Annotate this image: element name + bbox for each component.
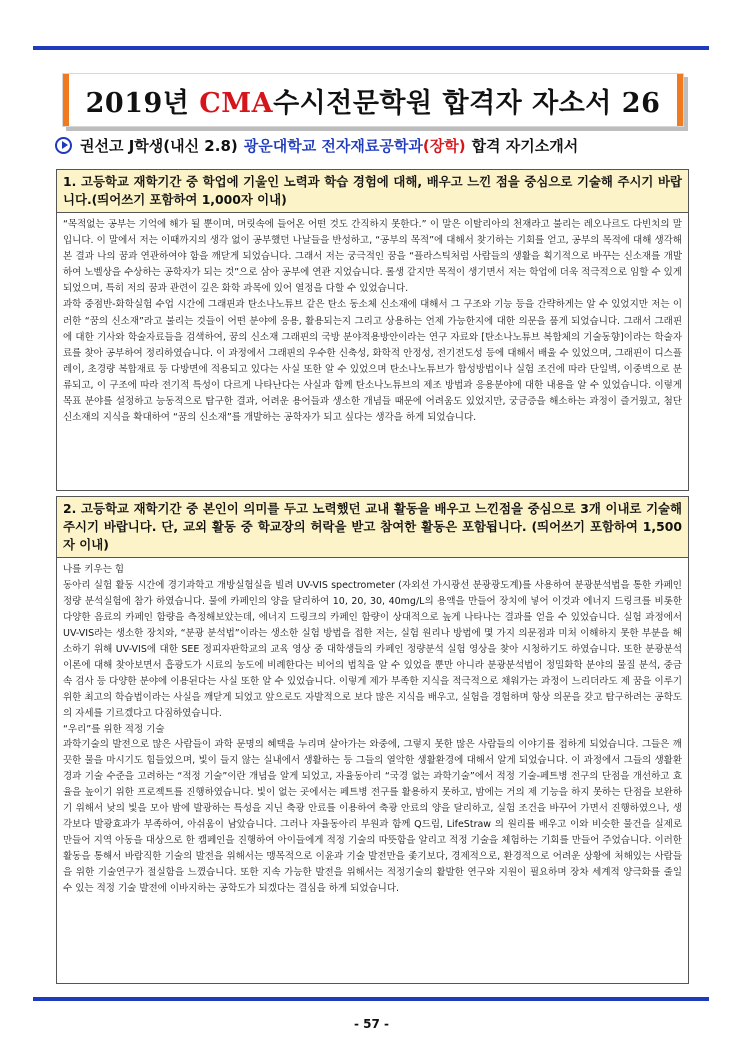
subtitle-school: 광운대학교 전자재료공학과 [243, 136, 423, 155]
answer-2-subheading: 나를 키우는 힘 [63, 564, 125, 575]
answer-2-paragraph: 동아리 실험 활동 시간에 경기과학고 개방실험실을 빌려 UV-VIS spectrometer (자외선 가시광선 분광광도계)를 사용하여 분광분석법을 통한 카페인 정량 분석실험에 참가 하였습니다. 물에 카페인의 양을 달리하여 10, 20, 30, 40mg/L의 용액을 만들어 장치에 넣어 이것과 에너지 드링크를 비롯한 다양한 음료의 카페인 함량을 측정해보았는데, 에너지 드링크의 카페인 함량이 상대적으로 높게 나타나는 결과를 얻을 수 있었습니다. 실험 과정에서 UV-VIS라는 생소한 장치와, “분광 분석법”이라는 생소한 실험 방법을 접한 저는, 실험 원리나 방법에 몇 가지 의문점과 미처 이해하지 못한 부분을 해소하기 위해 UV-VIS에 대한 SEE 정피자판학교의 교육 영상 중 대학생들의 카페인 정량분석 실험 영상을 찾아 시청하기도 하였습니다. 또한 분광분석 이론에 대해 찾아보면서 흡광도가 시료의 농도에 비례한다는 비어의 법칙을 알 수 있었을 뿐만 아니라 분광분석법이 정밀화학 분야의 물질 분석, 중금속 검사 등 다양한 분야에 이용된다는 사실 또한 알 수 있었습니다. 이렇게 제가 부족한 지식을 적극적으로 채워가는 과정이 느리더라도 제 꿈을 이루기 위한 최고의 학습법이라는 사실을 깨닫게 되었고 앞으로도 자발적으로 보다 많은 지식을 배우고, 실험을 경험하며 항상 의문을 갖고 탐구하려는 공학도의 자세를 기르겠다고 다짐하였습니다. [63, 579, 682, 719]
answer-1-paragraph: “목적없는 공부는 기억에 해가 될 뿐이며, 머릿속에 들어온 어떤 것도 간직하지 못한다.” 이 말은 이탈리아의 천재라고 불리는 레오나르도 다빈치의 말입니다. 이 말에서 저는 이때까지의 생각 없이 공부했던 나날들을 반성하고, “공부의 목적”에 대해서 찾기하는 기회를 얻고, 공부의 목적에 대해 생각해본 결과 나의 꿈과 연관하여야 함을 깨닫게 되었습니다. 그래서 저는 궁극적인 꿈을 “플라스틱처럼 사람들의 생활을 획기적으로 바꾸는 신소재를 개발하여 노벨상을 수상하는 공학자가 되는 것”으로 삼아 공부에 연관 지었습니다. 롤생 같지만 목적이 생기면서 저는 학업에 더욱 적극적으로 임할 수 있게 되었으며, 특히 저의 꿈과 관련이 깊은 화학 과목에 있어 열정을 다할 수 있었습니다. [63, 219, 682, 295]
title-accent-right [677, 74, 683, 126]
title-accent-left [63, 74, 69, 126]
subtitle [55, 133, 705, 157]
answer-1-body [57, 213, 688, 430]
title-banner [62, 73, 684, 127]
title-suffix: 수시전문학원 합격자 자소서 26 [273, 87, 661, 119]
answer-2-paragraph: 과학기술의 발전으로 많은 사람들이 과학 문명의 혜택을 누리며 살아가는 와중에, 그렇지 못한 많은 사람들의 이야기를 접하게 되었습니다. 그들은 깨끗한 물을 마시기도 힘들었으며, 빛이 들지 않는 실내에서 생활하는 등 그들의 열악한 생활환경에 대해서 알게 되었습니다. 이 과정에서 그들의 생활환경과 기술 수준을 고려하는 “적정 기술”이란 개념을 알게 되었고, 자율동아리 “국경 없는 과학기술”에서 적정 기술-페트병 전구의 단점을 개선하고 효율을 높이기 위한 프로젝트를 진행하였습니다. 빛이 없는 곳에서는 페트병 전구를 활용하지 못하고, 밤에는 거의 제 기능을 하지 못하는 단점을 보완하기 위해서 낮의 빛을 모아 밤에 발광하는 특성을 지닌 축광 안료를 이용하여 축광 안료의 양을 달리하고, 실험 조건을 바꾸어 가면서 진행하였으나, 생각보다 발광효과가 부족하여, 아쉬움이 남았습니다. 그러나 자율동아리 부원과 함께 Q드림, LifeStraw 의 원리를 배우고 이와 비슷한 물건을 실제로 만들어 지역 아동을 대상으로 한 캠페인을 진행하여 아이들에게 적정 기술의 따뜻함을 알리고 적정 기술을 체험하는 기회를 만들어 주었습니다. 이러한 활동을 통해서 바람직한 기술의 발전을 위해서는 맹목적으로 이윤과 기술 발전만을 좇기보다, 경제적으로, 환경적으로 어려운 상황에 처해있는 사람들을 위한 기술연구가 절실함을 느꼈습니다. 또한 지속 가능한 발전을 위해서는 적정기술의 활발한 연구와 지원이 필요하며 장차 세계적 양극화를 줄일 수 있는 적정 기술 발전에 이바지하는 공학도가 되겠다는 결심을 하게 되었습니다. [63, 739, 682, 895]
question-2-heading: 2. 고등학교 재학기간 중 본인이 의미를 두고 노력했던 교내 활동을 배우고 느낀점을 중심으로 3개 이내로 기술해 주시기 바랍니다. 단, 교외 활동 중 학교장의 허락을 받고 참여한 활동은 포함됩니다. (띄어쓰기 포함하여 1,500자 이내) [57, 497, 688, 558]
answer-1-paragraph: 과학 중점반-화학실험 수업 시간에 그래핀과 탄소나노튜브 같은 탄소 동소체 신소재에 대해서 그 구조와 기능 등을 간략하게는 알 수 있었지만 저는 이러한 “꿈의 신소재”라고 불리는 것들이 어떤 분야에 응용, 활용되는지 그리고 상용하는 언제 가능한지에 대한 의문을 품게 되었습니다. 그래서 그래핀에 대한 기사와 학술자료들을 검색하여, 꿈의 신소재 그래핀의 국방 분야적용방안이라는 연구 자료와 [탄소나노튜브 복합체의 기술동향]이라는 학술자료를 찾아 공부하여 정리하였습니다. 이 과정에서 그래핀의 우수한 신축성, 화학적 안정성, 전기전도성 등에 대해서 배울 수 있었으며, 그래핀이 디스플레이, 초경량 복합재료 등 다방면에 적용되고 있다는 사실 또한 알 수 있었으며 탄소나노튜브가 합성방법이나 실험 조건에 따라 단일벽, 이중벽으로 분류되고, 이 구조에 따라 전기적 특성이 다르게 나타난다는 사실과 함께 탄소나노튜브의 제조 방법과 응용분야에 대한 내용을 알 수 있었습니다. 이렇게 목표 분야를 설정하고 능동적으로 탐구한 결과, 어려운 용어들과 생소한 개념들 때문에 어려움도 있었지만, 궁금증을 해소하는 과정이 즐거웠고, 첨단 신소재의 지식을 확대하여 “꿈의 신소재”를 개발하는 공학자가 되고 싶다는 생각을 하게 되었습니다. [63, 299, 682, 424]
question-1-heading: 1. 고등학교 재학기간 중 학업에 기울인 노력과 학습 경험에 대해, 배우고 느낀 점을 중심으로 기술해 주시기 바랍니다.(띄어쓰기 포함하여 1,000자 이내) [57, 170, 688, 213]
answer-2-subheading: “우리”를 위한 적정 기술 [63, 723, 165, 735]
subtitle-tail: 합격 자기소개서 [471, 136, 579, 155]
play-circle-icon [55, 137, 72, 154]
page-number: - 57 - [353, 1017, 389, 1031]
answer-2-body [57, 558, 688, 901]
page-title [86, 81, 661, 120]
title-cma: CMA [199, 87, 274, 119]
top-rule [33, 46, 709, 50]
subtitle-student: 권선고 J학생(내신 2.8) [80, 136, 238, 155]
title-prefix: 2019년 [85, 87, 200, 119]
question-box-1 [56, 169, 689, 491]
subtitle-scholarship: (장학) [422, 136, 466, 155]
bottom-rule [33, 997, 709, 1001]
question-box-2 [56, 496, 689, 984]
